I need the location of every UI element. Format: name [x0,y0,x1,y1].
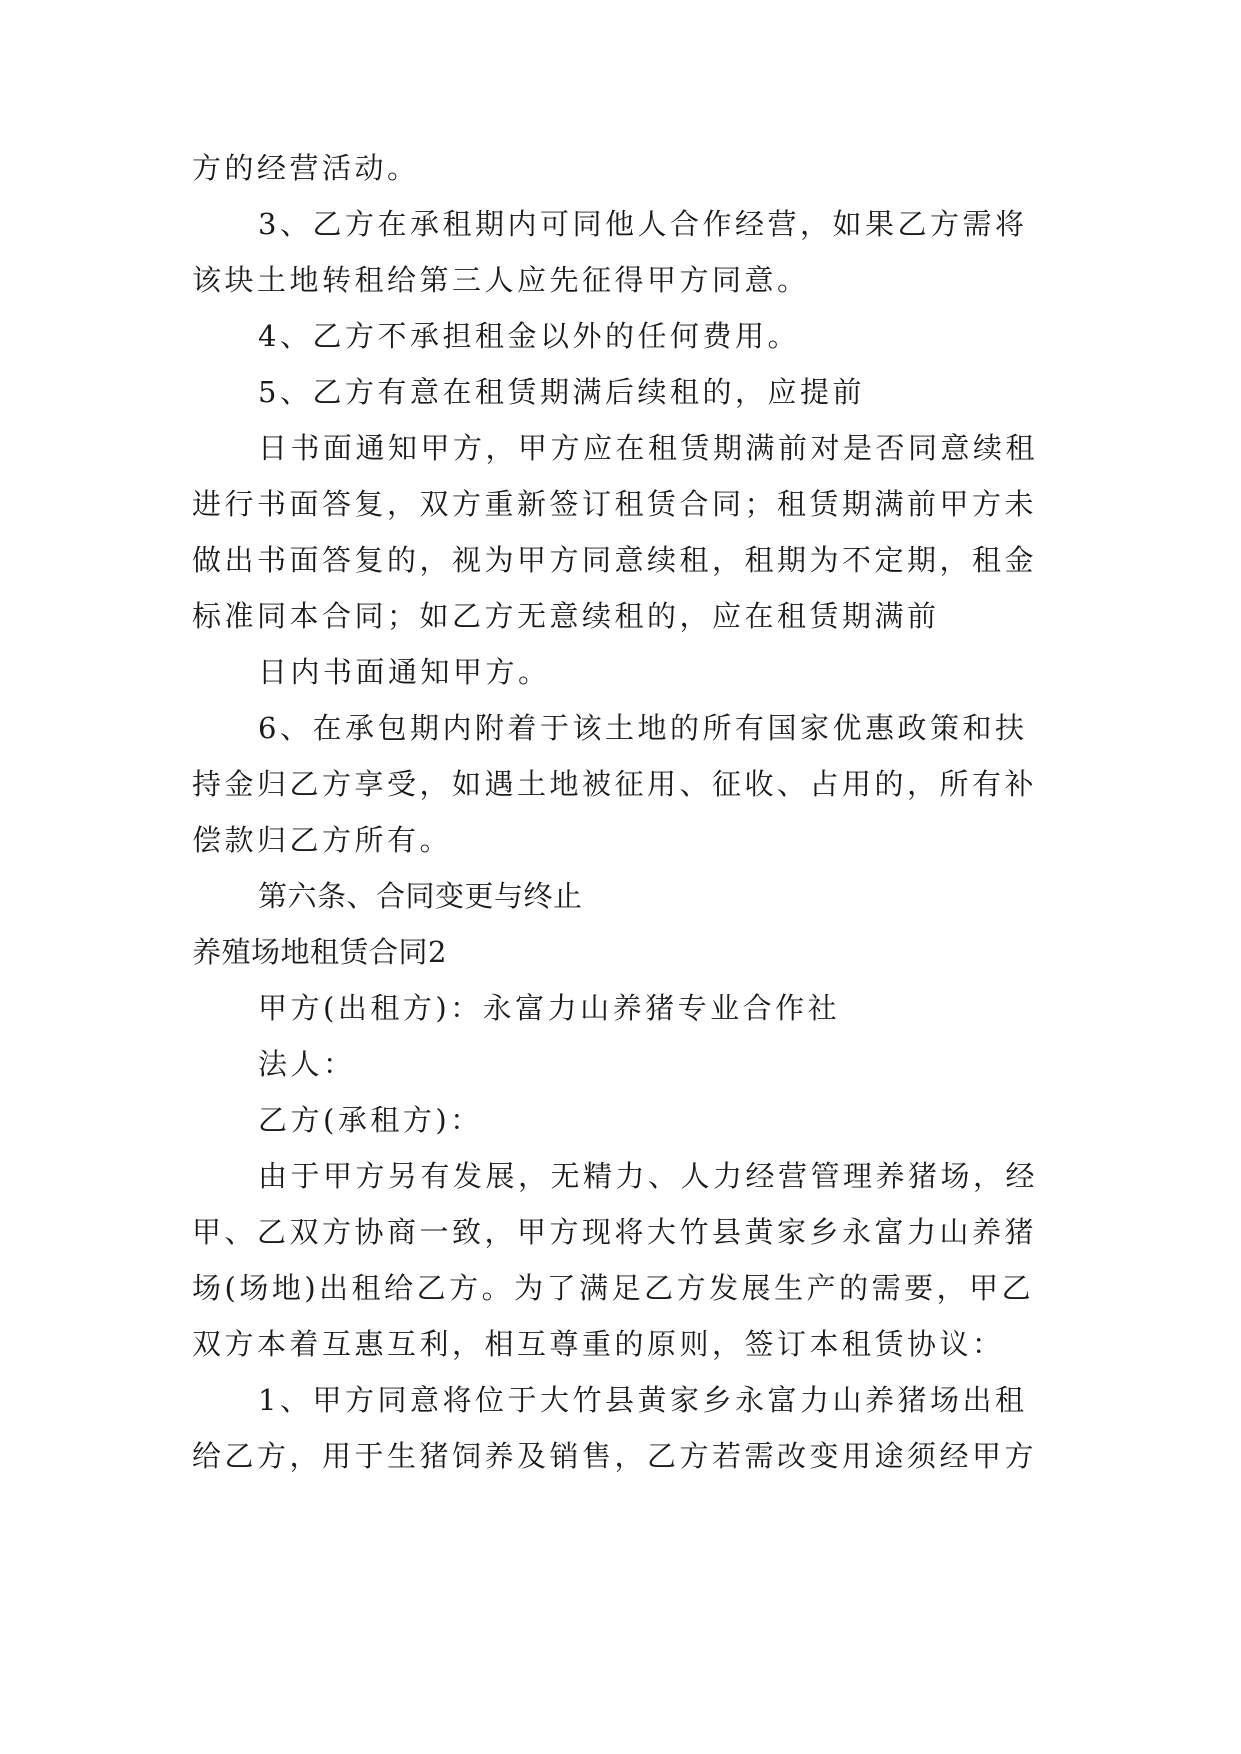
text-line: 双方本着互惠互利，相互尊重的原则，签订本租赁协议： [192,1327,1005,1361]
text-line: 场(场地)出租给乙方。为了满足乙方发展生产的需要，甲乙 [192,1271,1035,1305]
text-line: 1、甲方同意将位于大竹县黄家乡永富力山养猪场出租 [258,1383,1028,1417]
text-line: 4、乙方不承担租金以外的任何费用。 [258,319,800,353]
text-line: 日书面通知甲方，甲方应在租赁期满前对是否同意续租 [258,431,1039,465]
text-line: 进行书面答复，双方重新签订租赁合同；租赁期满前甲方未 [192,487,1038,521]
text-line: 甲方(出租方)：永富力山养猪专业合作社 [258,991,841,1025]
text-line: 乙方(承租方)： [258,1103,483,1137]
text-line: 持金归乙方享受，如遇土地被征用、征收、占用的，所有补 [192,767,1038,801]
text-line: 法人： [258,1047,356,1081]
text-line: 偿款归乙方所有。 [192,823,453,857]
text-line: 做出书面答复的，视为甲方同意续租，租期为不定期，租金 [192,543,1038,577]
text-line: 5、乙方有意在租赁期满后续租的，应提前 [258,375,865,409]
text-line: 日内书面通知甲方。 [258,655,551,689]
text-line: 标准同本合同；如乙方无意续租的，应在租赁期满前 [192,599,940,633]
text-line: 3、乙方在承租期内可同他人合作经营，如果乙方需将 [258,207,1028,241]
document-title: 养殖场地租赁合同2 [192,935,447,969]
text-line: 6、在承包期内附着于该土地的所有国家优惠政策和扶 [258,711,1028,745]
text-line: 给乙方，用于生猪饲养及销售，乙方若需改变用途须经甲方 [192,1439,1038,1473]
text-line: 方的经营活动。 [192,151,420,185]
section-heading: 第六条、合同变更与终止 [258,879,583,913]
text-line: 该块土地转租给第三人应先征得甲方同意。 [192,263,810,297]
text-line: 由于甲方另有发展，无精力、人力经营管理养猪场，经 [258,1159,1039,1193]
text-line: 甲、乙双方协商一致，甲方现将大竹县黄家乡永富力山养猪 [192,1215,1038,1249]
